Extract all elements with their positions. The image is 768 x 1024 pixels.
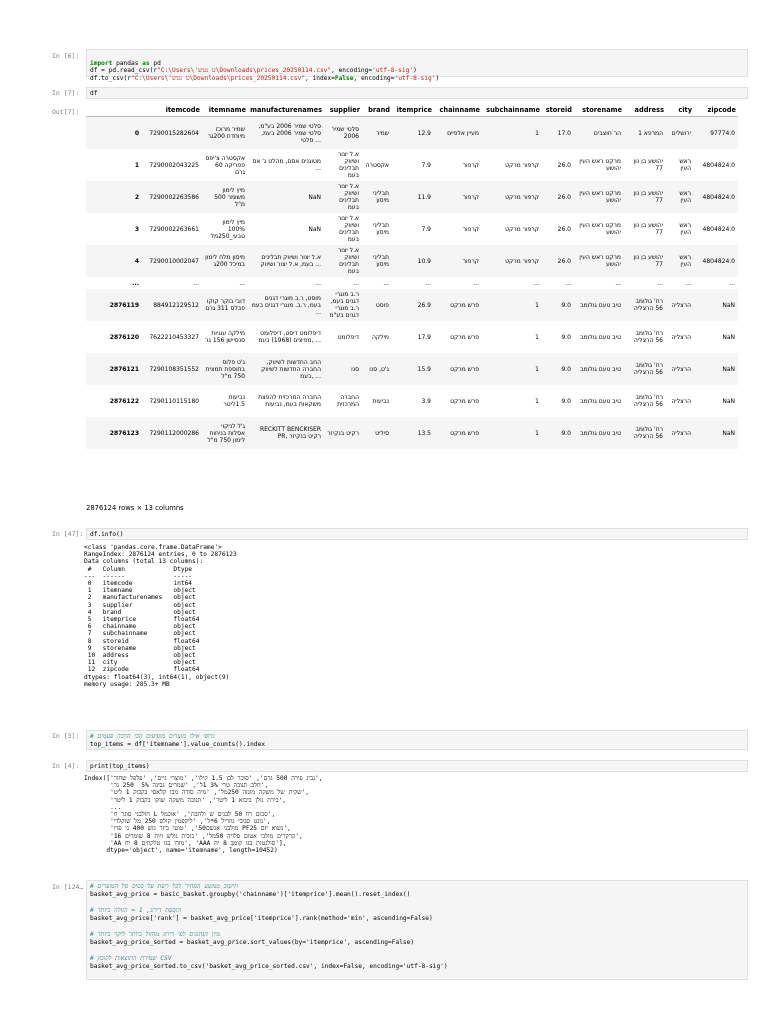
code-token: basket_avg_price = basic_basket.groupby('chainname')['itemprice'].mean().reset_index()	[90, 891, 411, 898]
cell-supplier: סלטי שמיר 2006	[324, 117, 362, 150]
cell-storeid: 9.0	[542, 289, 574, 321]
cell-storeid: 17.0	[542, 117, 574, 150]
cell-itemcode: 7290015282604	[142, 117, 202, 150]
cell-storename: טיב טעם גולומב	[574, 289, 624, 321]
cell-supplier: א.ל יצור ושיווק תבלינים בעמ	[337, 215, 359, 243]
code-cell-top-items[interactable]	[86, 730, 748, 750]
print-output: Index(['גבינ פירה 500 גרם', 'סוכר לבן 1.5 קילו', 'מוצרי גיים', 'פלפל שחור', 'חלב תנובה טרי 3% 1ל', 'שמרים גבינה 5% 250 גר', 'שקית של משקה מוגזה 250מל', 'מיה סודה מבו קלאסי בקבוק 1 ליט', 'בירת גולן ביבוא 1 ליטר', 'תנובה משקה שוקו בקבוק 1 ליטר', ... 'חולבני סוגר ח L סכום רוו 50 לבנים ש ולחבת', 'אוכמל', 'נוגט סגיבי גוזריל 6*ל', 'ליקפמין קולס 250 מל שוקלדי', 'מולבני אגשם50', 'טוגני ביזר מש 400 ני פרו PF25 נשוא יזם', 'קרקרים מולבי אטום סלויה 50מל', 'כובית גולש זיות 8 שומרים 16', 'AA מזרו בגו טלקוזים 8 יח', 'AAA סולנטות בגו קומב 8 יח'], dtype='object', name='itemname', length=10452)	[84, 775, 323, 855]
cell-storename: טיב טעם גולומב	[580, 333, 621, 341]
cell-city: ...	[685, 279, 691, 287]
cell-brand: שמיר	[362, 117, 392, 150]
cell-itemcode: 7622210453327	[149, 333, 199, 341]
cell-supplier: ר.ב מוגרי דגנים בעמ, ר.ב מוגרי דגנים בע"מ	[324, 289, 362, 321]
column-header: itemcode	[142, 104, 202, 117]
row-index: 2876121	[86, 353, 142, 385]
cell-storeid: 26.0	[542, 181, 574, 213]
code-token: , index=	[305, 74, 335, 82]
row-index: 2876122	[109, 397, 139, 405]
cell-storename: ...	[615, 279, 621, 287]
code-cell-info[interactable]	[86, 528, 748, 540]
table-row	[86, 385, 738, 417]
cell-supplier: רקיט בנקיזר	[324, 417, 362, 449]
code-comment: # הוספת דירוג, 1 = הזולה ביותר	[90, 907, 181, 914]
info-output: <class 'pandas.core.frame.DataFrame'> RangeIndex: 2876124 entries, 0 to 2876123 Data columns (total 13 columns): # Column Dtype --- ------ ----- 0 itemcode int64 1 itemname object 2 manufacturenames object 3 supplier object 4 brand object 5 itemprice float64 6 chainname object 7 subchainname object 8 storeid float64 9 storename object 10 address object 11 city object 12 zipcode float64 dtypes: float64(3), int64(1), object(9) memory usage: 285.3+ MB	[84, 544, 237, 688]
cell-storeid: 9.0	[561, 333, 571, 341]
row-index: 2876120	[109, 333, 139, 341]
table-row	[86, 213, 738, 245]
dataframe-shape: 2876124 rows × 13 columns	[86, 504, 184, 512]
column-header: subchainname	[482, 104, 542, 117]
cell-address: רח' גולומב 56 הרצליה	[624, 353, 666, 385]
cell-manufacturenames: א.ל יצור ושיווק תבלינים בעמ, א.ל יצור ושיווק ...	[248, 245, 324, 277]
column-header: storename	[574, 104, 624, 117]
cell-chainname: פרש מרקט	[450, 333, 479, 341]
cell-chainname: פרש מרקט	[434, 417, 482, 449]
cell-chainname: פרש מרקט	[450, 397, 479, 405]
cell-city: ירושלים	[666, 117, 694, 150]
cell-storename: מרקט ראש העין יהושע	[579, 158, 621, 172]
cell-zipcode: 4804824.0	[694, 181, 738, 213]
cell-storename: הר חוצבים	[574, 117, 624, 150]
cell-manufacturenames: מוסט, ר.ב מוגרי דגנים בעמ, ר.ב. מוגרי דגנים בעמ ...	[248, 289, 324, 321]
cell-address: המרפא 1	[624, 117, 666, 150]
cell-brand: תבליני מיסון	[362, 181, 392, 213]
cell-brand: פוסט	[362, 289, 392, 321]
cell-brand: תבליני מיסון	[362, 245, 392, 277]
cell-itemname: מילקה עוגיות סנסיישן 156 גר	[205, 330, 245, 344]
cell-subchainname: קרפור מרקט	[482, 181, 542, 213]
column-header: manufacturenames	[248, 104, 324, 117]
cell-storeid: 9.0	[542, 417, 574, 449]
cell-itemprice: 11.9	[392, 181, 434, 213]
cell-manufacturenames: דיפלומט דיסט, דיפלומט מפיצים (1968) בעמ, ...	[258, 330, 321, 344]
cell-itemname: ג'ט פלוס בתוספת תמצית 750 מ"ל	[202, 353, 248, 385]
cell-subchainname: 1	[482, 117, 542, 150]
row-index: 4	[86, 245, 142, 277]
cell-chainname: קרפור	[462, 161, 479, 169]
cell-address: רח' גולומב 56 הרצליה	[624, 289, 666, 321]
cell-city: ראש העין	[679, 158, 691, 172]
cell-storeid: 9.0	[542, 353, 574, 385]
cell-address: יהושע בן נון 77	[633, 222, 663, 236]
dataframe-table	[86, 104, 738, 449]
cell-storename: מרקט ראש העין יהושע	[579, 222, 621, 236]
table-header-row	[86, 104, 738, 117]
cell-prompt: In [124…	[52, 883, 84, 891]
cell-itemcode: 7290110115180	[149, 397, 199, 405]
cell-prompt: In [6]:	[52, 52, 80, 60]
code-token: pd	[149, 59, 161, 67]
cell-city: הרצליה	[671, 333, 691, 341]
cell-chainname: קרפור	[434, 245, 482, 277]
cell-prompt: In [7]:	[52, 89, 80, 97]
cell-zipcode: NaN	[694, 353, 738, 385]
cell-storename: טיב טעם גולומב	[580, 397, 621, 405]
cell-itemcode: 7290112000286	[142, 417, 202, 449]
cell-itemcode: 884912129512	[142, 289, 202, 321]
cell-itemcode: 7290002043225	[149, 161, 199, 169]
code-cell-basket[interactable]	[86, 880, 748, 980]
code-token: , encoding=	[331, 67, 373, 75]
cell-address: רח' גולומב 56 הרצליה	[624, 417, 666, 449]
code-token: top_items = df['itemname'].value_counts().index	[90, 740, 266, 748]
cell-zipcode: NaN	[722, 333, 735, 341]
cell-itemprice: 15.9	[392, 353, 434, 385]
string-literal: 'utf-8-sig'	[372, 67, 414, 75]
row-index: 3	[134, 225, 139, 233]
row-index: 0	[86, 117, 142, 150]
cell-chainname: קרפור	[434, 181, 482, 213]
code-token: basket_avg_price_sorted.to_csv('basket_avg_price_sorted.csv', index=False, encoding='utf-8-sig')	[90, 963, 448, 970]
table-row	[86, 245, 738, 277]
cell-city: הרצליה	[666, 417, 694, 449]
cell-zipcode: ...	[729, 279, 735, 287]
table-row	[86, 181, 738, 213]
cell-subchainname: 1	[482, 353, 542, 385]
cell-subchainname: קרפור מרקט	[505, 225, 539, 233]
column-header: supplier	[324, 104, 362, 117]
cell-itemprice: 17.9	[417, 333, 431, 341]
cell-address: יהושע בן נון 77	[624, 245, 666, 277]
column-header: storeid	[542, 104, 574, 117]
cell-city: ראש העין	[666, 245, 694, 277]
cell-prompt: In [47]:	[52, 530, 84, 538]
cell-itemname: נביעות 1.5ליטר	[223, 394, 245, 408]
cell-subchainname: 1	[535, 397, 539, 405]
code-token: df = pd.read_csv(r	[90, 67, 158, 75]
cell-itemcode: 7290002263586	[142, 181, 202, 213]
cell-itemprice: 10.9	[392, 245, 434, 277]
cell-subchainname: ...	[533, 279, 539, 287]
index-header	[86, 104, 142, 117]
cell-manufacturenames: סלטי שמיר 2006 בע"מ, סלטי שמיר 2006 בעמ, סלטי ...	[248, 117, 324, 150]
cell-city: הרצליה	[671, 397, 691, 405]
column-header: zipcode	[694, 104, 738, 117]
row-index: ...	[132, 279, 139, 287]
column-header: itemprice	[392, 104, 434, 117]
cell-storeid: 26.0	[557, 161, 571, 169]
cell-manufacturenames: החב החדשות לשיווק, החברה החדשות לשיווק בעמ, ...	[248, 353, 324, 385]
column-header: city	[666, 104, 694, 117]
code-comment: # חישוב ממוצע המחיר לכל רשת על בסיס סל המוצרים	[90, 883, 238, 890]
cell-itemprice: 26.9	[392, 289, 434, 321]
code-cell-print[interactable]	[86, 760, 748, 772]
cell-supplier: א.ל יצור ושיווק תבלינים בעמ	[324, 245, 362, 277]
table-row	[86, 321, 738, 353]
cell-itemcode: ...	[193, 279, 199, 287]
cell-brand: סיליט	[362, 417, 392, 449]
cell-supplier: סנו	[324, 353, 362, 385]
code-comment: # מיון הנתונים לפי דירוג מהזול ביותר ליקר ביותר	[90, 931, 221, 938]
cell-chainname: פרש מרקט	[434, 353, 482, 385]
cell-address: יהושע בן נון 77	[633, 158, 663, 172]
code-token: df	[90, 90, 98, 97]
cell-itemprice: 3.9	[421, 397, 431, 405]
cell-chainname: קרפור	[462, 225, 479, 233]
cell-storename: מרקט ראש העין יהושע	[574, 245, 624, 277]
cell-city: ראש העין	[679, 222, 691, 236]
string-literal: "C:\Users\'ט נטש\Downloads\prices_20250114.csv"	[130, 74, 306, 82]
cell-itemcode: 7290108351552	[142, 353, 202, 385]
cell-supplier: א.ל יצור ושיווק תבלינים בעמ	[337, 151, 359, 179]
cell-zipcode: 4804824.0	[702, 161, 735, 169]
cell-itemname: מיסון מלח לימון במיכל 200ג	[202, 245, 248, 277]
cell-storeid: ...	[565, 279, 571, 287]
table-row	[86, 289, 738, 321]
row-index: 1	[134, 161, 139, 169]
code-token: df.info()	[90, 531, 124, 538]
cell-manufacturenames: החברה המרכזית להפצת משקאות בעמ, נביעות	[258, 394, 321, 408]
cell-storename: מרקט ראש העין יהושע	[574, 181, 624, 213]
code-token: pandas	[112, 59, 143, 67]
cell-city: הרצליה	[666, 289, 694, 321]
table-row	[86, 353, 738, 385]
cell-address: רח' גולומב 56 הרצליה	[633, 394, 663, 408]
cell-address: רח' גולומב 56 הרצליה	[633, 330, 663, 344]
cell-itemprice: 7.9	[421, 225, 431, 233]
cell-supplier: דיפלומט	[337, 333, 359, 341]
code-token: )	[435, 74, 440, 82]
cell-storeid: 26.0	[557, 225, 571, 233]
code-token: basket_avg_price['rank'] = basket_avg_price['itemprice'].rank(method='min', ascending=False)	[90, 915, 433, 922]
cell-address: ...	[657, 279, 663, 287]
table-row	[86, 117, 738, 150]
code-comment: # גרופ׳ אילו מוצרים מופיעים הכי הרבה פעמים	[90, 733, 215, 740]
table-row	[86, 417, 738, 449]
cell-prompt: In [4]:	[52, 762, 80, 770]
output-prompt: Out[7]:	[52, 108, 80, 116]
cell-manufacturenames: RECKITT BENCKISER PR, רקיט בנקיזר	[248, 417, 324, 449]
code-token: )	[413, 67, 417, 75]
code-comment: # שמירת התוצאות לקובץ CSV	[90, 955, 172, 962]
cell-itemname: דובי בוקר קוקו פבלס 311 גרם	[202, 289, 248, 321]
cell-chainname: מעיין אלפיים	[434, 117, 482, 150]
cell-itemprice: 12.9	[392, 117, 434, 150]
cell-itemprice: 7.9	[421, 161, 431, 169]
cell-brand: ג'ט, סנו	[362, 353, 392, 385]
cell-manufacturenames: מטוגנים אסם, מהלט ג' אס ...	[252, 158, 321, 172]
cell-itemprice: ...	[425, 279, 431, 287]
table-ellipsis-row	[86, 277, 738, 289]
cell-chainname: פרש מרקט	[434, 289, 482, 321]
row-index: 2	[86, 181, 142, 213]
cell-subchainname: 1	[482, 417, 542, 449]
cell-itemcode: 7290002263661	[149, 225, 199, 233]
cell-zipcode: 4804824.0	[694, 245, 738, 277]
cell-chainname: ...	[473, 279, 479, 287]
cell-itemname: ...	[239, 279, 245, 287]
cell-city: הרצליה	[666, 353, 694, 385]
code-token: basket_avg_price_sorted = basket_avg_price.sort_values(by='itemprice', ascending=False)	[90, 939, 415, 946]
cell-storename: טיב טעם גולומב	[574, 353, 624, 385]
cell-zipcode: 97774.0	[694, 117, 738, 150]
cell-prompt: In [3]:	[52, 732, 80, 740]
cell-manufacturenames: NaN	[308, 225, 321, 233]
cell-subchainname: קרפור מרקט	[482, 245, 542, 277]
cell-storename: טיב טעם גולומב	[574, 417, 624, 449]
code-token: , encoding=	[353, 74, 395, 82]
keyword: False	[334, 74, 354, 82]
cell-storeid: 26.0	[542, 245, 574, 277]
code-cell-read-csv[interactable]	[86, 49, 748, 82]
string-literal: 'utf-8-sig'	[394, 74, 436, 82]
cell-zipcode: NaN	[722, 397, 735, 405]
cell-brand: נביעות	[372, 397, 389, 405]
column-header: brand	[362, 104, 392, 117]
string-literal: "C:\Users\'ט נטש\Downloads\prices_20250114.csv"	[157, 67, 332, 75]
cell-manufacturenames: ...	[315, 279, 321, 287]
cell-storeid: 9.0	[561, 397, 571, 405]
column-header: chainname	[434, 104, 482, 117]
cell-city: ראש העין	[666, 181, 694, 213]
keyword: import	[90, 59, 113, 67]
cell-itemname: ג'ל לניקוי אסלות בניחוח לימון 750 מ"ל	[202, 417, 248, 449]
cell-itemname: אקסטרה צ'יפס פפריקה 60 גרם	[205, 154, 245, 176]
code-token: df.to_csv(r	[90, 74, 131, 82]
cell-brand: מילקה	[371, 333, 389, 341]
row-index: 2876123	[86, 417, 142, 449]
code-token: print(top_items)	[90, 763, 150, 770]
cell-itemname: מיץ לימון משומר 500 מ"ל	[202, 181, 248, 213]
cell-zipcode: NaN	[694, 417, 738, 449]
column-header: itemname	[202, 104, 248, 117]
cell-brand: אקסטרה	[365, 161, 389, 169]
table-row	[86, 149, 738, 181]
cell-subchainname: קרפור מרקט	[505, 161, 539, 169]
cell-supplier: א.ל יצור ושיווק תבלינים בעמ	[324, 181, 362, 213]
code-cell-df[interactable]	[86, 87, 748, 99]
cell-brand: תבליני מיסון	[373, 222, 389, 236]
cell-itemname: שמיר מרוכז מיוחדת 200גר	[202, 117, 248, 150]
row-index: 2876119	[86, 289, 142, 321]
keyword: as	[142, 59, 150, 67]
cell-itemcode: 7290010002047	[142, 245, 202, 277]
cell-subchainname: 1	[482, 289, 542, 321]
cell-itemprice: 13.5	[392, 417, 434, 449]
cell-supplier: ...	[353, 279, 359, 287]
cell-brand: ...	[383, 279, 389, 287]
cell-supplier: החברה המרכזית	[337, 394, 359, 408]
cell-manufacturenames: NaN	[248, 181, 324, 213]
cell-zipcode: 4804824.0	[702, 225, 735, 233]
cell-address: יהושע בן נון 77	[624, 181, 666, 213]
cell-zipcode: NaN	[694, 289, 738, 321]
cell-subchainname: 1	[535, 333, 539, 341]
column-header: address	[624, 104, 666, 117]
cell-itemname: מיץ לימון 100% טבעי_250מל	[210, 218, 245, 240]
